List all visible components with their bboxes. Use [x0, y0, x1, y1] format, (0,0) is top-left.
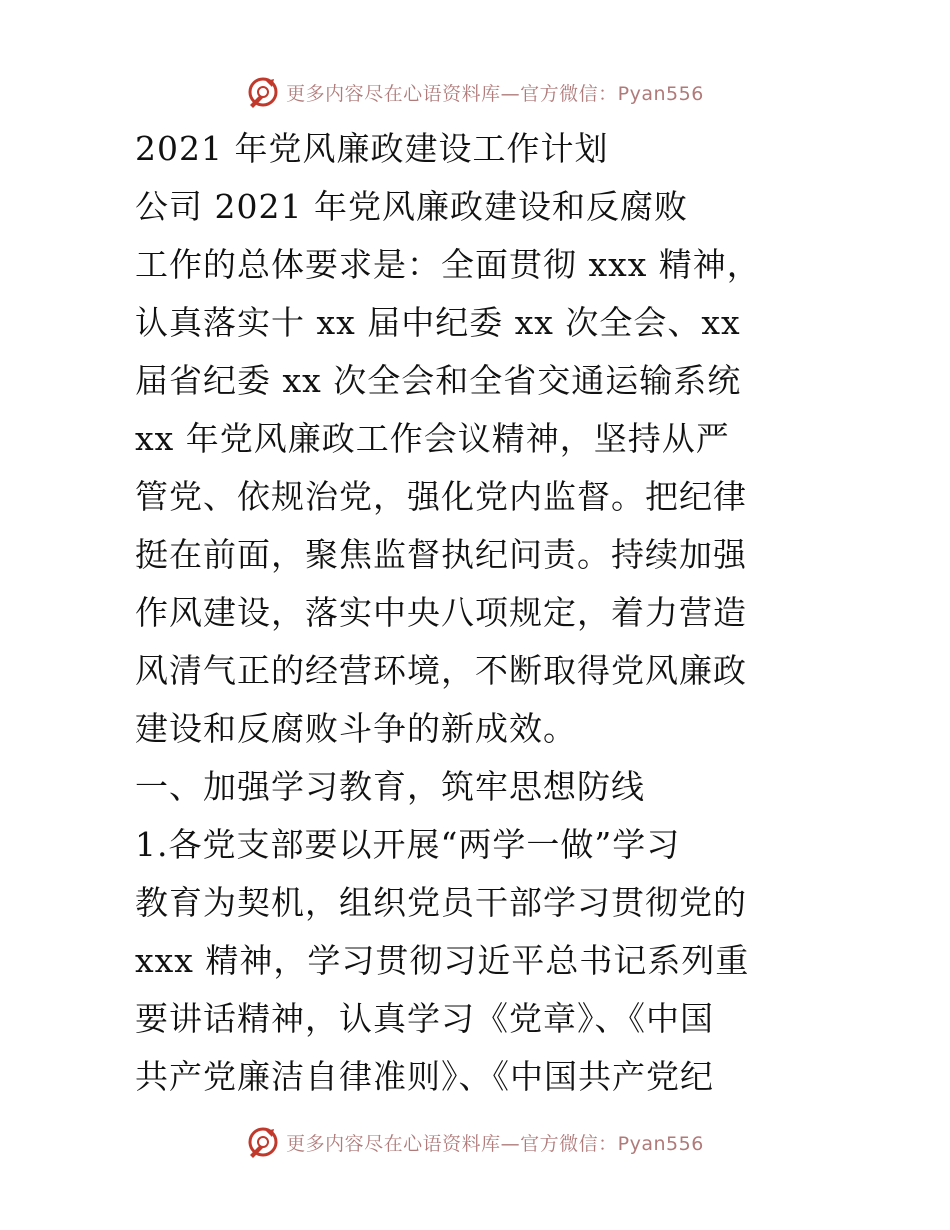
document-title: 2021 年党风廉政建设工作计划	[135, 129, 609, 168]
section-heading: 一、加强学习教育，筑牢思想防线	[135, 767, 645, 806]
paragraph-line: 认真落实十 xx 届中纪委 xx 次全会、xx	[135, 303, 741, 342]
header-watermark-banner	[0, 72, 950, 112]
paragraph-line: 1.各党支部要以开展“两学一做”学习	[135, 825, 681, 864]
footer-banner-text: 更多内容尽在心语资料库—官方微信：Pyan556	[286, 1132, 704, 1155]
paragraph-line: 届省纪委 xx 次全会和全省交通运输系统	[135, 361, 742, 400]
paragraph-line: 共产党廉洁自律准则》、《中国共产党纪	[135, 1057, 714, 1096]
pen-circle-logo-icon	[246, 1125, 280, 1159]
paragraph-line: 教育为契机，组织党员干部学习贯彻党的	[135, 883, 747, 922]
footer-watermark-banner	[0, 1122, 950, 1162]
paragraph-line: 公司 2021 年党风廉政建设和反腐败	[135, 187, 688, 226]
paragraph-line: 要讲话精神，认真学习《党章》、《中国	[135, 999, 714, 1038]
paragraph-line: 建设和反腐败斗争的新成效。	[135, 709, 577, 748]
paragraph-line: xx 年党风廉政工作会议精神，坚持从严	[135, 419, 730, 458]
paragraph-line: 风清气正的经营环境，不断取得党风廉政	[135, 651, 747, 690]
header-banner-text: 更多内容尽在心语资料库—官方微信：Pyan556	[286, 82, 704, 105]
paragraph-line: 工作的总体要求是：全面贯彻 xxx 精神，	[135, 245, 761, 284]
paragraph-line: 管党、依规治党，强化党内监督。把纪律	[135, 477, 747, 516]
document-body	[135, 120, 775, 1106]
paragraph-line: xxx 精神，学习贯彻习近平总书记系列重	[135, 941, 750, 980]
paragraph-line: 挺在前面，聚焦监督执纪问责。持续加强	[135, 535, 747, 574]
paragraph-line: 作风建设，落实中央八项规定，着力营造	[135, 593, 747, 632]
pen-circle-logo-icon	[246, 75, 280, 109]
